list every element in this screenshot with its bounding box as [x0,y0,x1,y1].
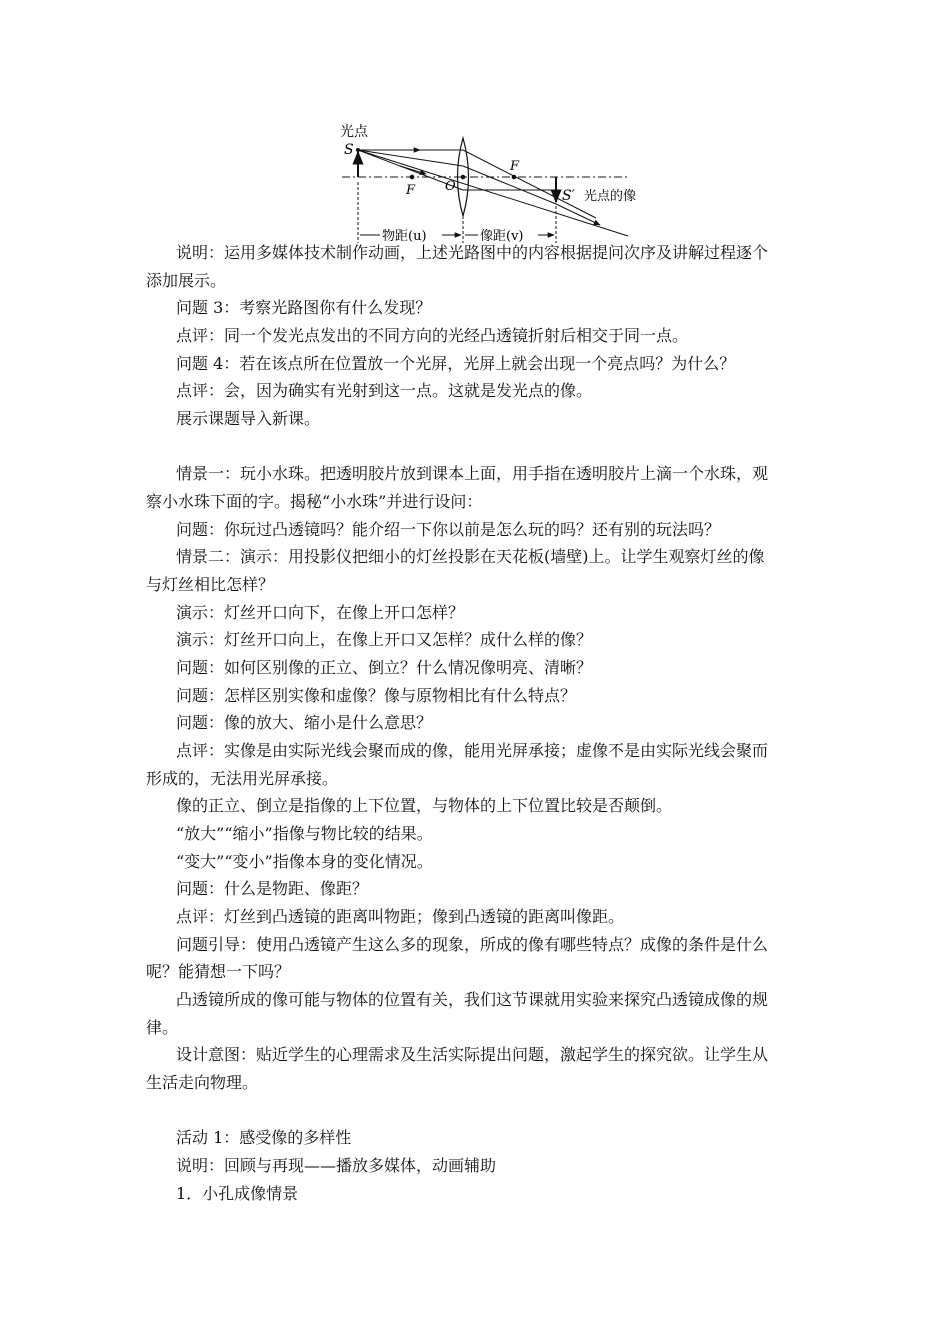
paragraph-line: 1．小孔成像情景 [176,1184,299,1203]
paragraph-line: 点评：会，因为确实有光射到这一点。这就是发光点的像。 [176,381,593,400]
paragraph-line: 问题：如何区别像的正立、倒立？什么情况像明亮、清晰？ [176,658,593,677]
paragraph-line: 活动 1：感受像的多样性 [176,1128,352,1147]
paragraph-line: 问题：什么是物距、像距？ [176,879,369,898]
optical-center [461,175,466,180]
ray-other-in [358,150,463,166]
paragraph-line: 演示：灯丝开口向上，在像上开口又怎样？成什么样的像？ [176,630,593,649]
paragraph-line: 说明：回顾与再现——播放多媒体，动画辅助 [176,1156,497,1175]
paragraph-line: “放大”“缩小”指像与物比较的结果。 [176,824,433,843]
paragraph-line: 设计意图：贴近学生的心理需求及生活实际提出问题，激起学生的探究欲。让学生从 [176,1045,769,1064]
focus-right-label: F [510,159,520,174]
focus-left-label: F [406,183,416,198]
paragraph-line: 形成的，无法用光屏承接。 [146,769,339,788]
paragraph-line: 问题：像的放大、缩小是什么意思？ [176,713,433,732]
paragraph-line: 凸透镜所成的像可能与物体的位置有关，我们这节课就用实验来探究凸透镜成像的规 [176,990,769,1009]
image-distance-label: 像距(v) [480,229,524,244]
paragraph-line: 生活走向物理。 [146,1073,259,1092]
paragraph-line: 情景二：演示：用投影仪把细小的灯丝投影在天花板(墙壁)上。让学生观察灯丝的像 [176,547,765,566]
paragraph-line: 展示课题导入新课。 [176,409,321,428]
paragraph-line: 像的正立、倒立是指像的上下位置，与物体的上下位置比较是否颠倒。 [176,796,673,815]
paragraph-line: 点评：同一个发光点发出的不同方向的光经凸透镜折射后相交于同一点。 [176,326,689,345]
object-distance-label: 物距(u) [382,229,427,244]
light-source-point [356,148,360,152]
focal-point-right [512,175,517,180]
image-letter: S′ [562,188,575,204]
paragraph-line: 问题：怎样区别实像和虚像？像与原物相比有什么特点？ [176,686,577,705]
source-label: 光点 [340,124,368,140]
paragraph-line: 呢？能猜想一下吗？ [146,962,291,981]
paragraph-line: 与灯丝相比怎样？ [146,575,275,594]
paragraph-line: 律。 [146,1018,179,1037]
paragraph-line: 演示：灯丝开口向下，在像上开口怎样？ [176,603,465,622]
center-label: O [445,179,456,194]
source-letter: S [344,142,354,158]
paragraph-line: 情景一：玩小水珠。把透明胶片放到课本上面，用手指在透明胶片上滴一个水珠，观 [176,464,769,483]
convex-lens-ray-diagram [330,118,637,246]
paragraph-line: 问题 4：若在该点所在位置放一个光屏，光屏上就会出现一个亮点吗？为什么？ [176,354,736,373]
paragraph-line: 点评：灯丝到凸透镜的距离叫物距；像到凸透镜的距离叫像距。 [176,907,625,926]
paragraph-line: 问题 3：考察光路图你有什么发现？ [176,298,432,317]
ray-parallel-out [463,150,596,218]
paragraph-line: 添加展示。 [146,271,227,290]
ray-diagram-svg [330,118,637,246]
paragraph-line: 察小水珠下面的字。揭秘“小水珠”并进行设问： [146,492,483,511]
paragraph-line: 问题引导：使用凸透镜产生这么多的现象，所成的像有哪些特点？成像的条件是什么 [176,935,769,954]
paragraph-line: 点评：实像是由实际光线会聚而成的像，能用光屏承接；虚像不是由实际光线会聚而 [176,741,769,760]
paragraph-line: 问题：你玩过凸透镜吗？能介绍一下你以前是怎么玩的吗？还有别的玩法吗？ [176,520,721,539]
paragraph-line: “变大”“变小”指像本身的变化情况。 [176,852,433,871]
paragraph-line: 说明：运用多媒体技术制作动画，上述光路图中的内容根据提问次序及讲解过程逐个 [176,243,769,262]
image-label: 光点的像 [584,189,637,204]
focal-point-left [410,175,415,180]
